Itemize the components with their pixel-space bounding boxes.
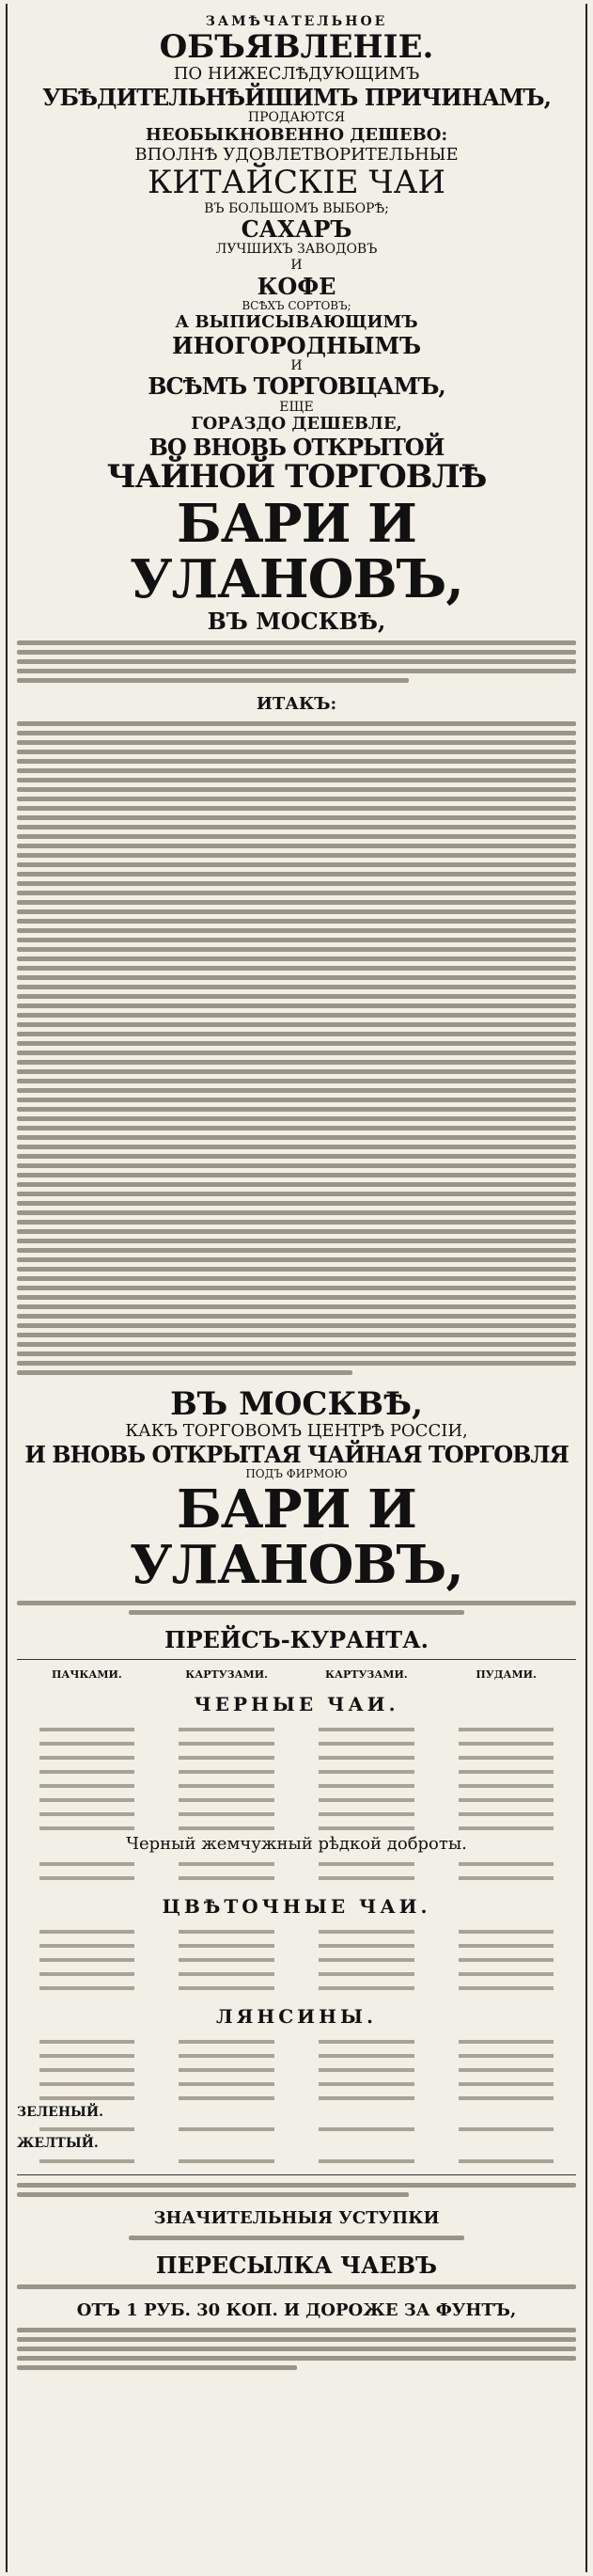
- header-line: ЧАЙНОЙ ТОРГОВЛѢ: [106, 458, 487, 497]
- column-group: ПУДАМИ.: [476, 1667, 537, 1681]
- header-line: КИТАЙСКІЕ ЧАИ: [147, 163, 446, 201]
- header-line: КОФЕ: [257, 272, 336, 300]
- mid-line: ВЪ МОСКВѢ,: [170, 1384, 423, 1423]
- header-line: БАРИ И УЛАНОВЪ,: [130, 493, 463, 610]
- header-line: ВСѢХЪ СОРТОВЪ;: [242, 299, 351, 313]
- header-line: УБѢДИТЕЛЬНѢЙШИМЪ ПРИЧИНАМЪ,: [42, 84, 551, 112]
- footer-line: ПЕРЕСЫЛКА ЧАЕВЪ: [155, 2252, 438, 2280]
- header-line: И: [290, 258, 303, 274]
- header-line: ВЪ МОСКВѢ,: [207, 607, 386, 635]
- column-group: КАРТУЗАМИ.: [325, 1667, 408, 1681]
- price-list-title: ПРЕЙСЪ-КУРАНТА.: [164, 1625, 429, 1653]
- column-group: ПАЧКАМИ.: [51, 1667, 122, 1681]
- footer-line: ОТЪ 1 РУБ. 30 КОП. И ДОРОЖЕ ЗА ФУНТЪ,: [76, 2300, 517, 2321]
- header-line: ВЪ БОЛЬШОМЪ ВЫБОРѢ;: [204, 200, 389, 216]
- header-line: ЗАМѢЧАТЕЛЬНОЕ: [205, 14, 388, 29]
- section-heading: ЧЕРНЫЕ ЧАИ.: [194, 1692, 399, 1715]
- header-line: ВПОЛНѢ УДОВЛЕТВОРИТЕЛЬНЫЕ: [134, 145, 459, 166]
- header-line: ЕЩЕ: [279, 399, 314, 415]
- mid-line: И ВНОВЬ ОТКРЫТАЯ ЧАЙНАЯ ТОРГОВЛЯ: [24, 1441, 569, 1469]
- header-line: САХАРЪ: [241, 215, 352, 244]
- header-line: ПРОДАЮТСЯ: [247, 110, 346, 126]
- footer-line: ЗНАЧИТЕЛЬНЫЯ УСТУПКИ: [153, 2208, 440, 2229]
- header-line: НЕОБЫКНОВЕННО ДЕШЕВО:: [145, 125, 448, 146]
- header-line: ОБЪЯВЛЕНІЕ.: [159, 27, 434, 66]
- mid-line: КАКЪ ТОРГОВОМЪ ЦЕНТРѢ РОССІИ,: [125, 1421, 468, 1442]
- header-line: ГОРАЗДО ДЕШЕВЛЕ,: [191, 414, 402, 435]
- section-heading: ЖЕЛТЫЙ.: [17, 2136, 99, 2152]
- section-heading: ЛЯНСИНЫ.: [216, 2004, 377, 2028]
- header-line: ИНОГОРОДНЫМЪ: [171, 331, 422, 359]
- mid-line: БАРИ И УЛАНОВЪ,: [130, 1478, 463, 1596]
- itak-heading: ИТАКЪ:: [256, 693, 337, 714]
- header-line: И: [290, 357, 303, 373]
- section-heading: ЦВѢТОЧНЫЕ ЧАИ.: [162, 1894, 431, 1918]
- header-line: ВО ВНОВЬ ОТКРЫТОЙ: [148, 434, 445, 462]
- page-frame: [6, 4, 587, 2572]
- column-group: КАРТУЗАМИ.: [185, 1667, 268, 1681]
- header-line: А ВЫПИСЫВАЮЩИМЪ: [175, 311, 418, 332]
- header-line: ВСѢМЪ ТОРГОВЦАМЪ,: [148, 372, 445, 401]
- header-line: ЛУЧШИХЪ ЗАВОДОВЪ: [215, 242, 378, 258]
- section-heading: Черный жемчужный рѣдкой доброты.: [126, 1833, 467, 1854]
- header-line: ПО НИЖЕСЛѢДУЮЩИМЪ: [173, 64, 420, 85]
- section-heading: ЗЕЛЕНЫЙ.: [17, 2104, 103, 2120]
- mid-line: ПОДЪ ФИРМОЮ: [245, 1467, 348, 1481]
